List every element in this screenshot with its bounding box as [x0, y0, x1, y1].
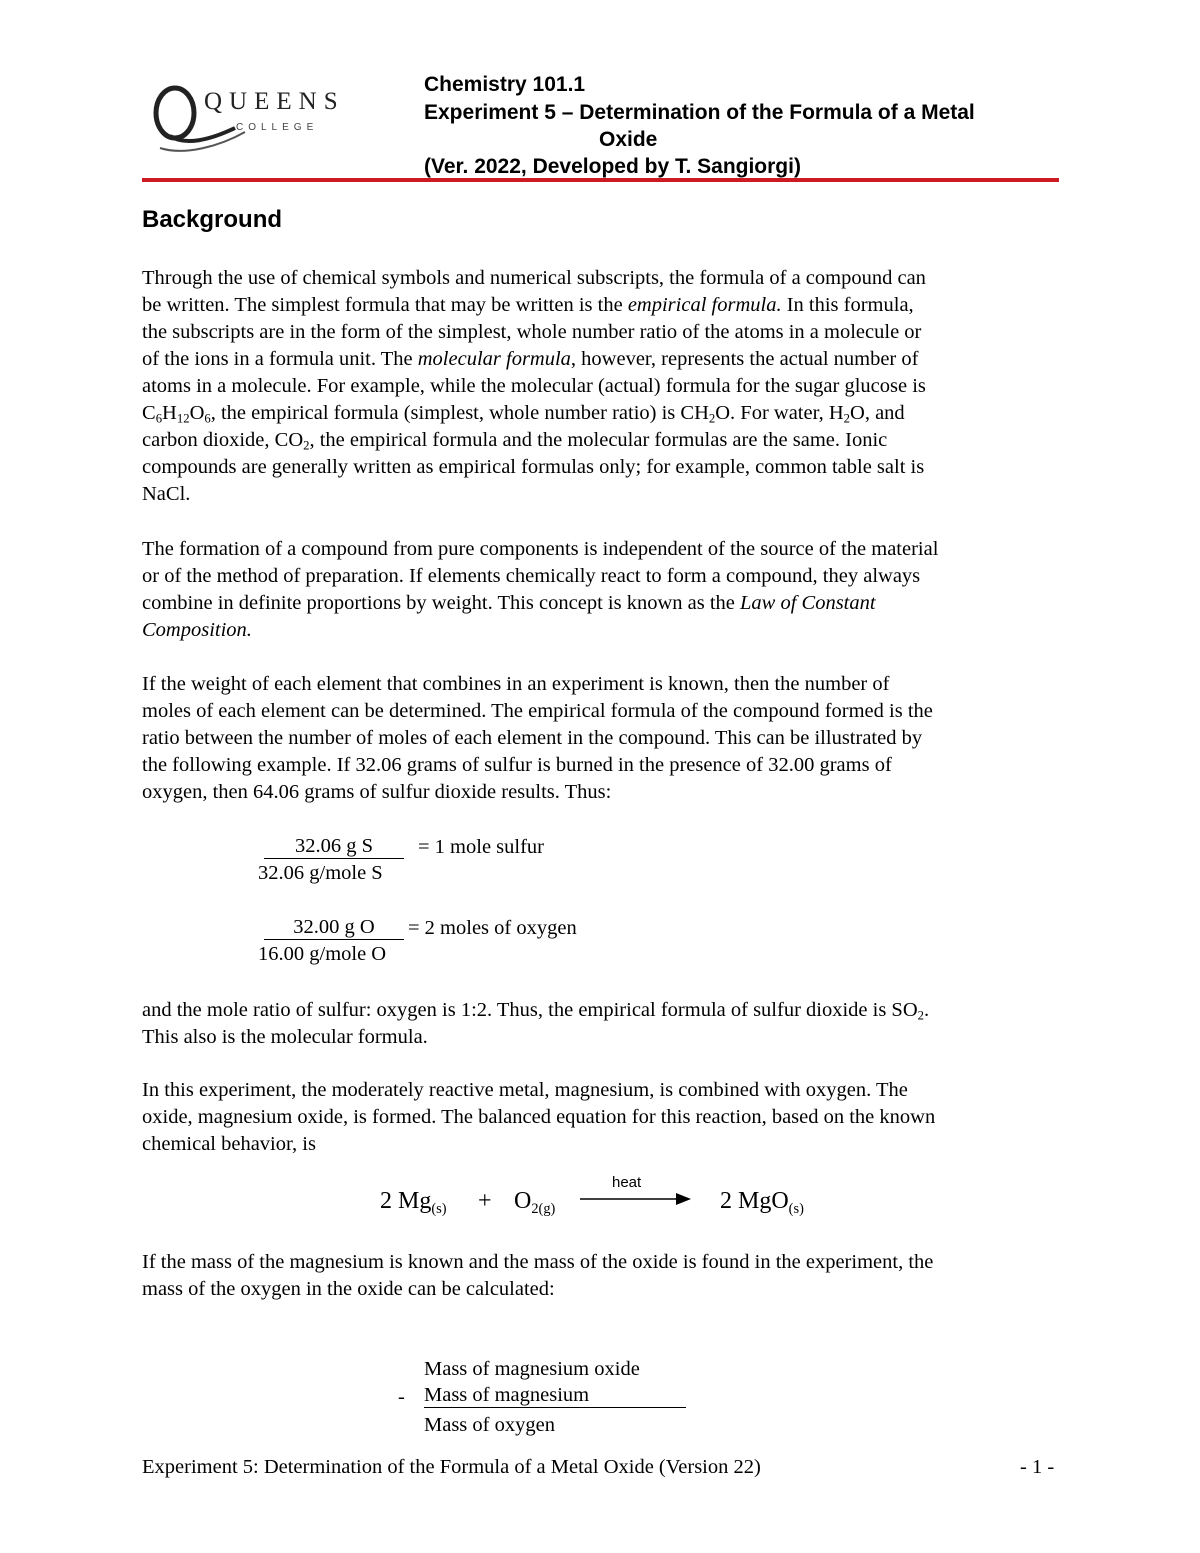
equation-denominator: 32.06 g/mole S [258, 862, 383, 884]
header-rule [142, 178, 1059, 182]
text-line: compounds are generally written as empirical formulas only; for example, common table salt is [142, 456, 925, 478]
paragraph-3 [142, 671, 1072, 806]
text-line: Through the use of chemical symbols and numerical subscripts, the formula of a compound can [142, 267, 926, 289]
mass-magnesium-line: Mass of magnesium [424, 1384, 686, 1408]
reactant-magnesium: 2 $Mg_{(s)}$ [380, 1188, 447, 1218]
section-heading: Background [142, 206, 283, 233]
course-title: Chemistry 101.1 [424, 73, 586, 96]
equation-numerator: 32.00 g O [264, 915, 404, 940]
text-line: The formation of a compound from pure components is independent of the source of the material [142, 538, 939, 560]
text-line: or of the method of preparation. If elements chemically react to form a compound, they always [142, 565, 921, 587]
text-line: moles of each element can be determined. The empirical formula of the compound formed is the [142, 700, 933, 722]
paragraph-6 [142, 1249, 1072, 1303]
queens-college-logo [150, 80, 380, 160]
text-line: In this experiment, the moderately reactive metal, magnesium, is combined with oxygen. The [142, 1079, 908, 1101]
minus-sign: - [398, 1386, 405, 1408]
law-term: Law of Constant [740, 592, 876, 614]
logo-subtext: COLLEGE [236, 122, 319, 133]
text-line: If the weight of each element that combines in an experiment is known, then the number of [142, 673, 890, 695]
experiment-title-cont: Oxide [599, 128, 658, 151]
text-line: the following example. If 32.06 grams of sulfur is burned in the presence of 32.00 grams of [142, 754, 892, 776]
text-line: and the mole ratio of sulfur: oxygen is 1:2. Thus, the empirical formula of sulfur dioxide is $SO_2$. [142, 999, 930, 1023]
page-number: - 1 - [1020, 1456, 1055, 1478]
equation-result: = 2 moles of oxygen [408, 917, 577, 939]
reaction-arrow-icon [580, 1192, 692, 1206]
sulfur-mole-equation [258, 834, 658, 894]
text-line: of the ions in a formula unit. The molecular formula, however, represents the actual number of [142, 348, 919, 370]
arrow-label: heat [612, 1174, 642, 1191]
mass-oxygen-line: Mass of oxygen [424, 1414, 555, 1436]
text-line: chemical behavior, is [142, 1133, 316, 1155]
text-line: Composition. [142, 619, 252, 641]
text-line: carbon dioxide, $CO_2$, the empirical formula and the molecular formulas are the same. Ionic [142, 429, 888, 453]
text-line: the subscripts are in the form of the simplest, whole number ratio of the atoms in a molecule or [142, 321, 922, 343]
version-line: (Ver. 2022, Developed by T. Sangiorgi) [424, 155, 801, 178]
text-line: combine in definite proportions by weight. This concept is known as the Law of Constant [142, 592, 876, 614]
text-line: oxide, magnesium oxide, is formed. The balanced equation for this reaction, based on the known [142, 1106, 936, 1128]
product-magnesium-oxide: 2 MgO$_{(s)}$ [720, 1188, 804, 1218]
oxygen-mole-equation [258, 915, 658, 975]
plus-sign: + [478, 1188, 492, 1214]
logo-brand: QUEENS [204, 88, 345, 115]
text-line: oxygen, then 64.06 grams of sulfur dioxide results. Thus: [142, 781, 612, 803]
paragraph-1 [142, 265, 1072, 508]
equation-result: = 1 mole sulfur [418, 836, 545, 858]
paragraph-4 [142, 997, 1072, 1051]
paragraph-2 [142, 536, 1072, 644]
experiment-title: Experiment 5 – Determination of the Formula of a Metal [424, 101, 975, 124]
text-line: be written. The simplest formula that may be written is the empirical formula. In this formula, [142, 294, 914, 316]
text-line: $C_6H_{12}O_6$, the empirical formula (simplest, whole number ratio) is $CH_2O$. For water, $H_2O$, and [142, 402, 905, 426]
reactant-oxygen: $O_{2(g)}$ [514, 1188, 556, 1218]
text-line: If the mass of the magnesium is known and the mass of the oxide is found in the experiment, the [142, 1251, 934, 1273]
text-line: atoms in a molecule. For example, while the molecular (actual) formula for the sugar glucose is [142, 375, 926, 397]
text-line: ratio between the number of moles of each element in the compound. This can be illustrated by [142, 727, 923, 749]
molecular-formula-term: molecular formula [417, 348, 571, 370]
footer-title: Experiment 5: Determination of the Formula of a Metal Oxide (Version 22) [142, 1456, 761, 1478]
equation-numerator: 32.06 g S [264, 834, 404, 859]
text-line: This also is the molecular formula. [142, 1026, 428, 1048]
equation-denominator: 16.00 g/mole O [258, 943, 387, 965]
reaction-equation [380, 1170, 840, 1220]
text-line: NaCl. [142, 483, 191, 505]
paragraph-5 [142, 1077, 1072, 1158]
mass-oxide-line: Mass of magnesium oxide [424, 1358, 640, 1380]
mass-subtraction [396, 1356, 696, 1446]
text-line: mass of the oxygen in the oxide can be calculated: [142, 1278, 555, 1300]
empirical-formula-term: empirical formula. [627, 294, 782, 316]
